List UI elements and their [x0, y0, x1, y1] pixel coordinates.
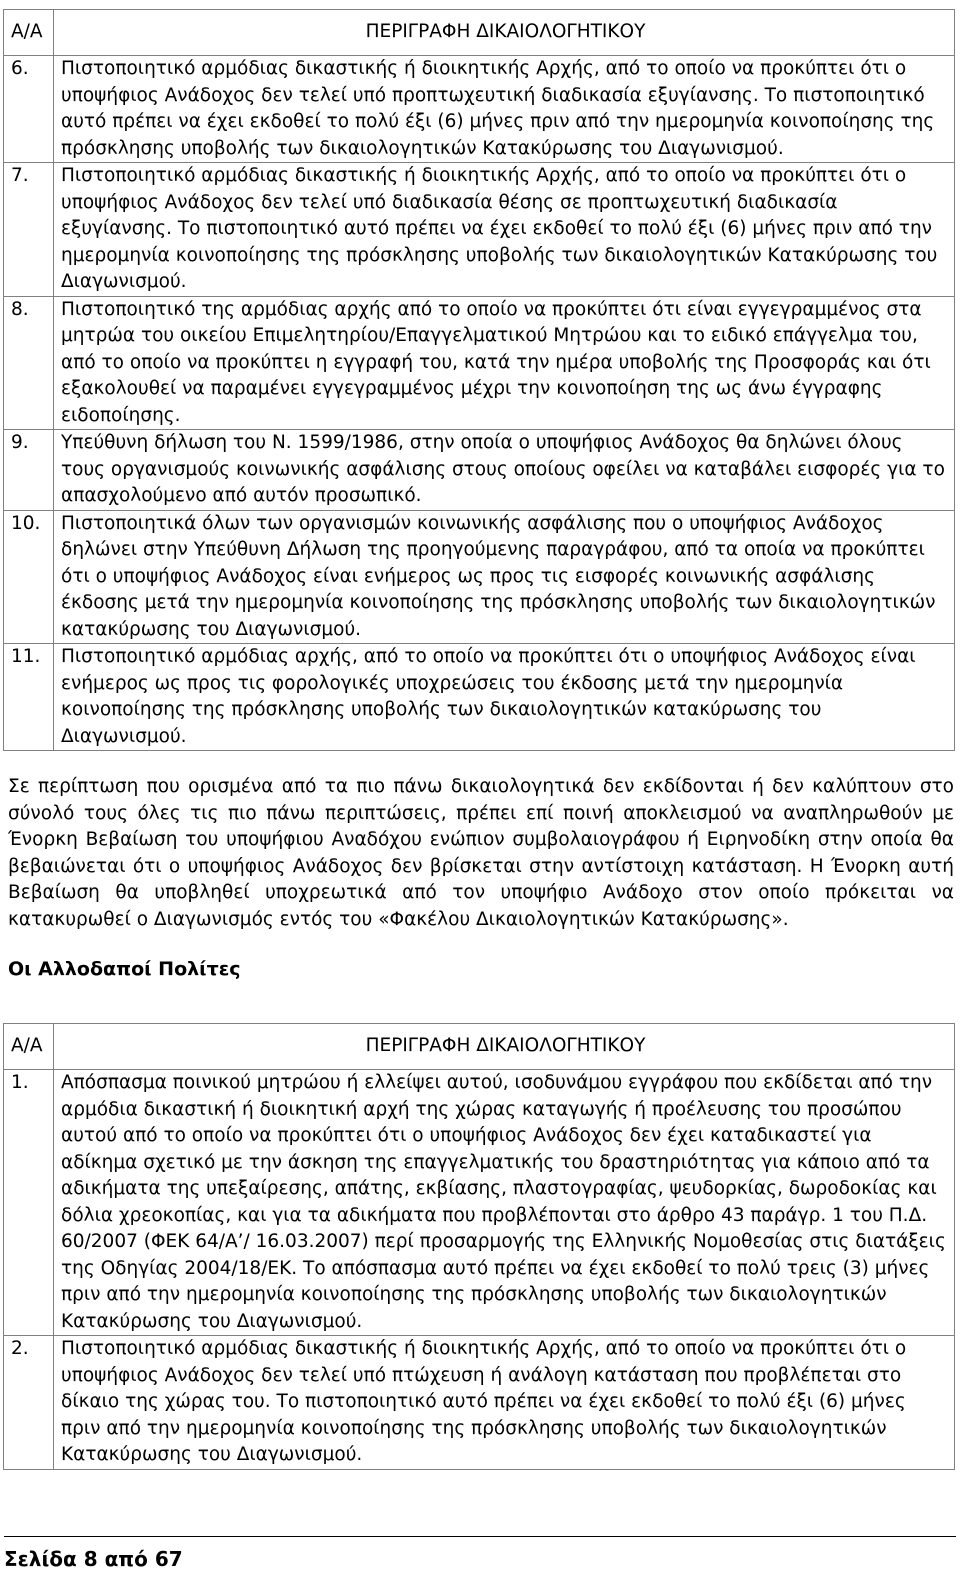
row-description: Πιστοποιητικό αρμόδιας δικαστικής ή διοικητικής Αρχής, από το οποίο να προκύπτει ότι ο υποψήφιος Ανάδοχος δεν τελεί υπό πτώχευση ή ανάλογη κατάσταση που προβλέπεται στο δίκαιο της χώρας του. Το πιστοποιητικό αυτό πρέπει να έχει εκδοθεί το πολύ έξι (6) μήνες πριν από την ημερομηνία κοινοποίησης της πρόσκλησης υποβολής των δικαιολογητικών Κατακύρωσης του Διαγωνισμού.	[54, 1336, 955, 1470]
exception-note-paragraph: Σε περίπτωση που ορισμένα από τα πιο πάνω δικαιολογητικά δεν εκδίδονται ή δεν καλύπτουν στο σύνολό τους όλες τις πιο πάνω περιπτώσεις, πρέπει επί ποινή αποκλεισμού να αναπληρωθούν με Ένορκη Βεβαίωση του υποψήφιου Αναδόχου ενώπιον συμβολαιογράφου ή Ειρηνοδίκη στην οποία θα βεβαιώνεται ότι ο υποψήφιος Ανάδοχος δεν βρίσκεται στην αντίστοιχη κατάσταση. Η Ένορκη αυτή Βεβαίωση θα υποβληθεί υποχρεωτικά από τον υποψήφιο Ανάδοχο στον οποίο πρόκειται να κατακυρωθεί ο Διαγωνισμός εντός του «Φακέλου Δικαιολογητικών Κατακύρωσης».	[8, 776, 954, 930]
section-heading: Οι Αλλοδαποί Πολίτες	[8, 958, 241, 980]
documents-table-domestic	[3, 9, 955, 751]
table-row	[4, 56, 955, 163]
column-header-number: Α/Α	[4, 10, 54, 56]
table-row	[4, 163, 955, 297]
column-header-number: Α/Α	[4, 1024, 54, 1070]
row-description: Πιστοποιητικό αρμόδιας δικαστικής ή διοικητικής Αρχής, από το οποίο να προκύπτει ότι ο υποψήφιος Ανάδοχος δεν τελεί υπό προπτωχευτική διαδικασία εξυγίανσης. Το πιστοποιητικό αυτό πρέπει να έχει εκδοθεί το πολύ έξι (6) μήνες πριν από την ημερομηνία κοινοποίησης της πρόσκλησης υποβολής των δικαιολογητικών Κατακύρωσης του Διαγωνισμού.	[54, 56, 955, 163]
row-number: 10.	[4, 510, 54, 644]
column-header-description: ΠΕΡΙΓΡΑΦΗ ΔΙΚΑΙΟΛΟΓΗΤΙΚΟΥ	[54, 1024, 955, 1070]
row-number: 9.	[4, 430, 54, 511]
table-header-row	[4, 10, 955, 56]
page-number-footer: Σελίδα 8 από 67	[4, 1547, 183, 1571]
column-header-description: ΠΕΡΙΓΡΑΦΗ ΔΙΚΑΙΟΛΟΓΗΤΙΚΟΥ	[54, 10, 955, 56]
row-description: Υπεύθυνη δήλωση του Ν. 1599/1986, στην οποία ο υποψήφιος Ανάδοχος θα δηλώνει όλους τους οργανισμούς κοινωνικής ασφάλισης στους οποίους οφείλει να καταβάλει εισφορές για το απασχολούμενο από αυτόν προσωπικό.	[54, 430, 955, 511]
table-row	[4, 296, 955, 430]
row-number: 11.	[4, 644, 54, 751]
row-description: Πιστοποιητικά όλων των οργανισμών κοινωνικής ασφάλισης που ο υποψήφιος Ανάδοχος δηλώνει στην Υπεύθυνη Δήλωση της προηγούμενης παραγράφου, από τα οποία να προκύπτει ότι ο υποψήφιος Ανάδοχος είναι ενήμερος ως προς τις εισφορές κοινωνικής ασφάλισης έκδοσης μετά την ημερομηνία κοινοποίησης της πρόσκλησης υποβολής των δικαιολογητικών κατακύρωσης του Διαγωνισμού.	[54, 510, 955, 644]
table-row	[4, 430, 955, 511]
row-description: Πιστοποιητικό αρμόδιας αρχής, από το οποίο να προκύπτει ότι ο υποψήφιος Ανάδοχος είναι ενήμερος ως προς τις φορολογικές υποχρεώσεις του έκδοσης μετά την ημερομηνία κοινοποίησης της πρόσκλησης υποβολής των δικαιολογητικών κατακύρωσης του Διαγωνισμού.	[54, 644, 955, 751]
row-description: Απόσπασμα ποινικού μητρώου ή ελλείψει αυτού, ισοδυνάμου εγγράφου που εκδίδεται από την αρμόδια δικαστική ή διοικητική αρχή της χώρας καταγωγής ή προέλευσης του προσώπου αυτού από το οποίο να προκύπτει ότι ο υποψήφιος Ανάδοχος δεν έχει καταδικαστεί για αδίκημα σχετικό με την άσκηση της επαγγελματικής του δραστηριότητας για κάποιο από τα αδικήματα της υπεξαίρεσης, απάτης, εκβίασης, πλαστογραφίας, ψευδορκίας, δωροδοκίας και δόλια χρεοκοπίας, και για τα αδικήματα που προβλέπονται στο άρθρο 43 παράγρ. 1 του Π.Δ. 60/2007 (ΦΕΚ 64/Α’/ 16.03.2007) περί προσαρμογής της Ελληνικής Νομοθεσίας στις διατάξεις της Οδηγίας 2004/18/ΕΚ. Το απόσπασμα αυτό πρέπει να έχει εκδοθεί το πολύ τρεις (3) μήνες πριν από την ημερομηνία κοινοποίησης της πρόσκλησης υποβολής των δικαιολογητικών Κατακύρωσης του Διαγωνισμού.	[54, 1070, 955, 1336]
table-row	[4, 510, 955, 644]
documents-table-foreign	[3, 1023, 955, 1470]
row-number: 7.	[4, 163, 54, 297]
table-row	[4, 1336, 955, 1470]
row-description: Πιστοποιητικό της αρμόδιας αρχής από το οποίο να προκύπτει ότι είναι εγγεγραμμένος στα μητρώα του οικείου Επιμελητηρίου/Επαγγελματικού Μητρώου και το ειδικό επάγγελμα του, από το οποίο να προκύπτει η εγγραφή του, κατά την ημέρα υποβολής της Προσφοράς και ότι εξακολουθεί να παραμένει εγγεγραμμένος μέχρι την κοινοποίηση της ως άνω έγγραφης ειδοποίησης.	[54, 296, 955, 430]
row-number: 6.	[4, 56, 54, 163]
row-number: 2.	[4, 1336, 54, 1470]
row-description: Πιστοποιητικό αρμόδιας δικαστικής ή διοικητικής Αρχής, από το οποίο να προκύπτει ότι ο υποψήφιος Ανάδοχος δεν τελεί υπό διαδικασία θέσης σε προπτωχευτική διαδικασία εξυγίανσης. Το πιστοποιητικό αυτό πρέπει να έχει εκδοθεί το πολύ έξι (6) μήνες πριν από την ημερομηνία κοινοποίησης της πρόσκλησης υποβολής των δικαιολογητικών Κατακύρωσης του Διαγωνισμού.	[54, 163, 955, 297]
table-row	[4, 1070, 955, 1336]
row-number: 1.	[4, 1070, 54, 1336]
table-header-row	[4, 1024, 955, 1070]
table-row	[4, 644, 955, 751]
footer-divider	[4, 1536, 956, 1537]
row-number: 8.	[4, 296, 54, 430]
